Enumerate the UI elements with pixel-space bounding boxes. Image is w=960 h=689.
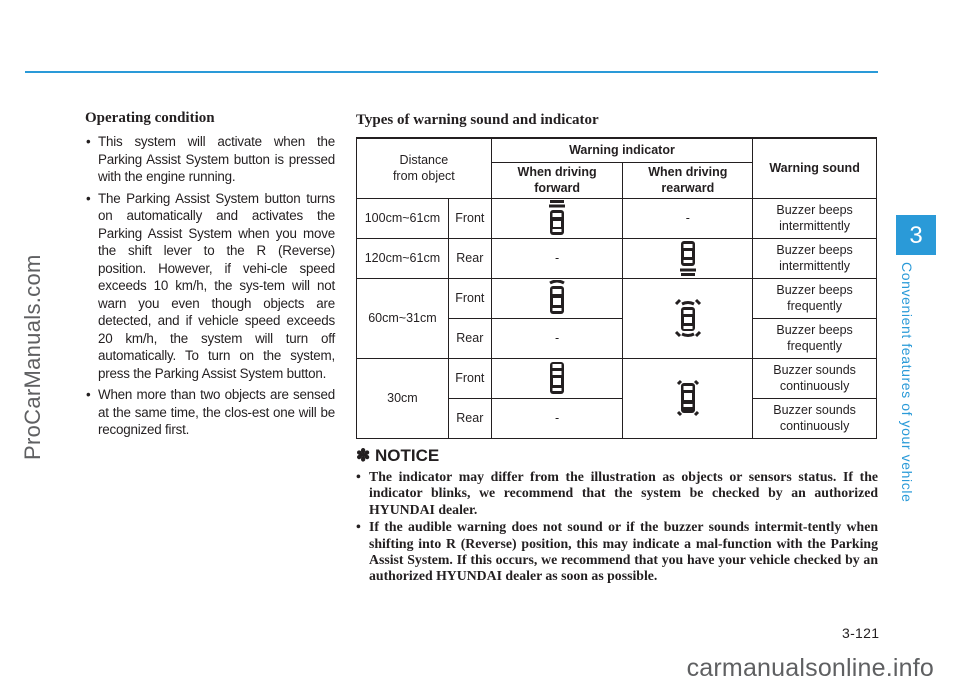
car-front-far-icon	[546, 200, 568, 236]
list-item: • This system will activate when the Parking Assist System button is pressed with the engine running.	[85, 133, 335, 186]
car-rear-far-icon	[677, 240, 699, 276]
rearward-indicator-cell	[623, 278, 753, 358]
operating-condition-heading: Operating condition	[85, 110, 215, 126]
distance-cell: 30cm	[357, 358, 449, 438]
page-number: 3-121	[842, 625, 880, 641]
notice-title: ✽ NOTICE	[356, 446, 440, 465]
sound-cell: Buzzer sounds continuously	[753, 358, 877, 398]
distance-cell: 60cm~31cm	[357, 278, 449, 358]
header-driving-forward: When driving forward	[491, 162, 623, 198]
chapter-number-tab: 3	[896, 215, 936, 255]
sound-cell: Buzzer sounds continuously	[753, 398, 877, 438]
sound-cell: Buzzer beeps intermittently	[753, 238, 877, 278]
list-item: • If the audible warning does not sound or if the buzzer sounds intermit-tently when shifting into R (Reverse) position, this may indicate a mal-function with the Parking Assist System. If this occurs, we recommend that you have your vehicle checked by an authorized HYUNDAI dealer as soon as possible.	[356, 519, 878, 585]
position-cell: Rear	[448, 398, 491, 438]
forward-indicator-cell	[491, 358, 623, 398]
header-distance: Distance from object	[357, 138, 492, 198]
sound-cell: Buzzer beeps frequently	[753, 278, 877, 318]
car-front-near-icon	[546, 360, 568, 396]
watermark-left: ProCarManuals.com	[20, 254, 45, 460]
position-cell: Rear	[448, 238, 491, 278]
sound-cell: Buzzer beeps frequently	[753, 318, 877, 358]
position-cell: Front	[448, 278, 491, 318]
position-cell: Front	[448, 358, 491, 398]
warning-table	[356, 137, 877, 439]
notice-list	[356, 469, 878, 585]
car-front-mid-icon	[545, 280, 569, 316]
chapter-title: Convenient features of your vehicle	[899, 262, 915, 503]
position-cell: Rear	[448, 318, 491, 358]
watermark-bottom: carmanualsonline.info	[686, 654, 934, 682]
forward-indicator-cell: -	[491, 238, 623, 278]
forward-indicator-cell	[491, 198, 623, 238]
list-item: • The indicator may differ from the illustration as objects or sensors status. If the indicator blinks, we recommend that the system be checked by an authorized HYUNDAI dealer.	[356, 469, 878, 518]
rearward-indicator-cell: -	[623, 198, 753, 238]
warning-table-section	[356, 112, 878, 439]
header-warning-sound: Warning sound	[753, 138, 877, 198]
top-rule	[25, 71, 878, 73]
rearward-indicator-cell	[623, 358, 753, 438]
forward-indicator-cell: -	[491, 398, 623, 438]
operating-condition-list	[85, 133, 335, 439]
list-item: • When more than two objects are sensed at the same time, the clos-est one will be recognized first.	[85, 386, 335, 439]
position-cell: Front	[448, 198, 491, 238]
car-all-near-icon	[673, 378, 703, 418]
forward-indicator-cell: -	[491, 318, 623, 358]
car-all-mid-icon	[673, 298, 703, 338]
forward-indicator-cell	[491, 278, 623, 318]
header-warning-indicator: Warning indicator	[491, 138, 752, 162]
rearward-indicator-cell	[623, 238, 753, 278]
distance-cell: 120cm~61cm	[357, 238, 449, 278]
header-driving-rearward: When driving rearward	[623, 162, 753, 198]
warning-table-heading: Types of warning sound and indicator	[356, 112, 599, 128]
sound-cell: Buzzer beeps intermittently	[753, 198, 877, 238]
notice-section	[356, 446, 878, 586]
list-item: • The Parking Assist System button turns on automatically and activates the Parking Assist System when you move the shift lever to the R (Reverse) position. However, if vehi-cle speed exceeds 10 km/h, the sys-tem will not warn you even though objects are detected, and if vehicle speed exceeds 20 km/h, the system will turn off automatically. To turn on the system, press the Parking Assist System button.	[85, 190, 335, 383]
distance-cell: 100cm~61cm	[357, 198, 449, 238]
operating-condition-section	[85, 110, 335, 443]
